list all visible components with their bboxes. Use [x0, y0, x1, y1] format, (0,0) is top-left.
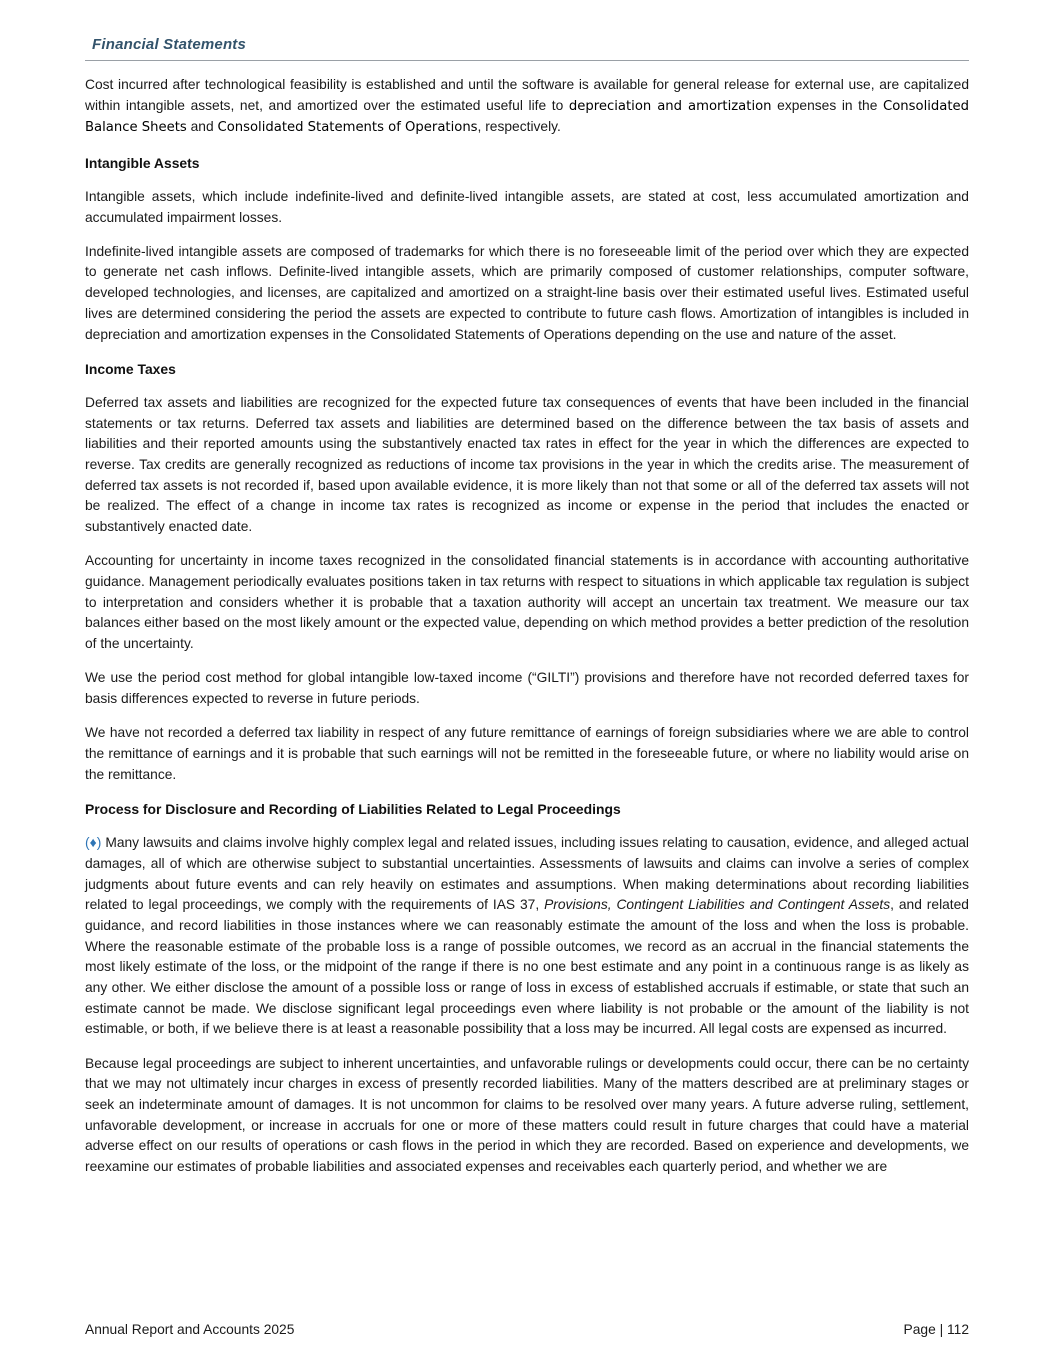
para-indefinite-definite-lived	[85, 242, 969, 346]
text-run: Deferred tax assets and liabilities are recognized for the expected future tax consequences of events that have been included in the financial statements or tax returns. Deferred tax assets and liabilities are determined based on the difference between the tax basis of assets and liabilities and their reported amounts using the substantively enacted tax rates in effect for the year in which the differences are expected to reverse. Tax credits are generally recognized as reductions of income tax provisions in the year in which the credits arise. The measurement of deferred tax assets is not recorded if, based upon available evidence, it is more likely than not that some or all of the deferred tax assets will not be realized. The effect of a change in income tax rates is recognized as income or expense in the period that includes the enacted or substantively enacted date.	[85, 394, 969, 535]
text-run: Many lawsuits and claims involve highly complex legal and related issues, including issues relating to causation, evidence, and alleged actual damages, all of which are otherwise subject to substantial uncertainties. Assessments of lawsuits and claims can involve a series of complex judgments about future events and can rely heavily on estimates and assumptions. When making determinations about recording liabilities related to legal proceedings, we comply with the requirements of IAS 37,	[85, 835, 969, 913]
text-run: Consolidated Balance Sheets	[85, 98, 970, 136]
para-uncertainty-income-taxes	[85, 551, 969, 655]
diamond-marker: (♦)	[85, 835, 102, 851]
para-foreign-subsidiaries-remittance	[85, 723, 969, 785]
page-title: Financial Statements	[92, 36, 247, 53]
para-legal-proceedings-policy	[85, 833, 969, 1040]
text-run: Indefinite-lived intangible assets are composed of trademarks for which there is no foreseeable limit of the period over which they are expected to generate net cash inflows. Definite-lived intangible assets, which are primarily composed of customer relationships, computer software, developed technologies, and licenses, are capitalized and amortized on a straight-line basis over their estimated useful lives. Estimated useful lives are determined considering the period the assets are expected to contribute to future cash flows. Amortization of intangibles is included in depreciation and amortization expenses in the Consolidated Statements of Operations depending on the use and nature of the asset.	[85, 243, 969, 342]
text-run: , respectively.	[477, 119, 561, 135]
text-run: and	[186, 119, 218, 135]
text-run: , and related guidance, and record liabilities in those instances where we can reasonably estimate the amount of the loss and when the loss is probable. Where the reasonable estimate of the probable loss is a range of possible outcomes, we record as an accrual in the financial statements the most likely estimate of the loss, or the midpoint of the range if there is no one best estimate and any point in a continuous range is as likely as any other. We either disclose the amount of a possible loss or range of loss in excess of established accruals if estimable, or state that such an estimate cannot be made. We disclose significant legal proceedings even where liability is not probable or the amount of the liability is not estimable, or both, if we believe there is at least a reasonable possibility that a loss may be incurred. All legal costs are expensed as incurred.	[85, 897, 969, 1037]
para-capitalized-software-costs	[85, 75, 969, 139]
text-run: Because legal proceedings are subject to inherent uncertainties, and unfavorable rulings or developments could occur, there can be no certainty that we may not ultimately incur charges in excess of presently recorded liabilities. Many of the matters described are at preliminary stages or seek an indeterminate amount of damages. It is not uncommon for claims to be resolved over many years. A future adverse ruling, settlement, unfavorable development, or increase in accruals for one or more of these matters could result in future charges that could have a material adverse effect on our results of operations or cash flows in the period in which they are recorded. Based on experience and developments, we reexamine our estimates of probable liabilities and associated expenses and receivables each quarterly period, and whether we are	[85, 1055, 969, 1175]
text-run: Provisions, Contingent Liabilities and Contingent Assets	[544, 897, 891, 913]
footer-report-title: Annual Report and Accounts 2025	[85, 1322, 295, 1337]
page-footer	[85, 1322, 969, 1337]
document-body	[85, 75, 969, 1178]
text-run: Cost incurred after technological feasibility is established and until the software is available for general release for external use, are capitalized within intangible assets, net, and amortized over the estimated useful life to	[85, 77, 969, 113]
text-run: Accounting for uncertainty in income taxes recognized in the consolidated financial statements is in accordance with accounting authoritative guidance. Management periodically evaluates positions taken in tax returns with respect to situations in which applicable tax regulation is subject to interpretation and considers whether it is probable that a taxation authority will accept an uncertain tax treatment. We measure our tax balances either based on the most likely amount or the expected value, depending on which method provides a better prediction of the resolution of the uncertainty.	[85, 553, 969, 652]
text-run: We use the period cost method for global intangible low-taxed income (“GILTI”) provisions and therefore have not recorded deferred taxes for basis differences expected to reverse in future periods.	[85, 670, 969, 707]
heading-legal-proceedings: Process for Disclosure and Recording of Liabilities Related to Legal Proceedings	[85, 800, 621, 817]
footer-page-number: Page | 112	[903, 1322, 969, 1337]
para-deferred-tax-assets-liabilities	[85, 393, 969, 538]
text-run: We have not recorded a deferred tax liability in respect of any future remittance of earnings of foreign subsidiaries where we are able to control the remittance of earnings and it is probable that such earnings will not be remitted in the foreseeable future, or where no liability would arise on the remittance.	[85, 725, 969, 782]
heading-intangible-assets: Intangible Assets	[85, 154, 200, 171]
para-legal-uncertainties	[85, 1054, 969, 1178]
heading-income-taxes: Income Taxes	[85, 360, 176, 377]
para-gilti	[85, 668, 969, 709]
para-intangible-assets-overview	[85, 187, 969, 228]
text-run: depreciation and amortization	[568, 98, 772, 114]
text-run: Consolidated Statements of Operations	[217, 120, 478, 136]
page-header	[85, 36, 969, 61]
text-run: expenses in the	[771, 97, 883, 113]
text-run: Intangible assets, which include indefinite-lived and definite-lived intangible assets, are stated at cost, less accumulated amortization and accumulated impairment losses.	[85, 188, 969, 225]
